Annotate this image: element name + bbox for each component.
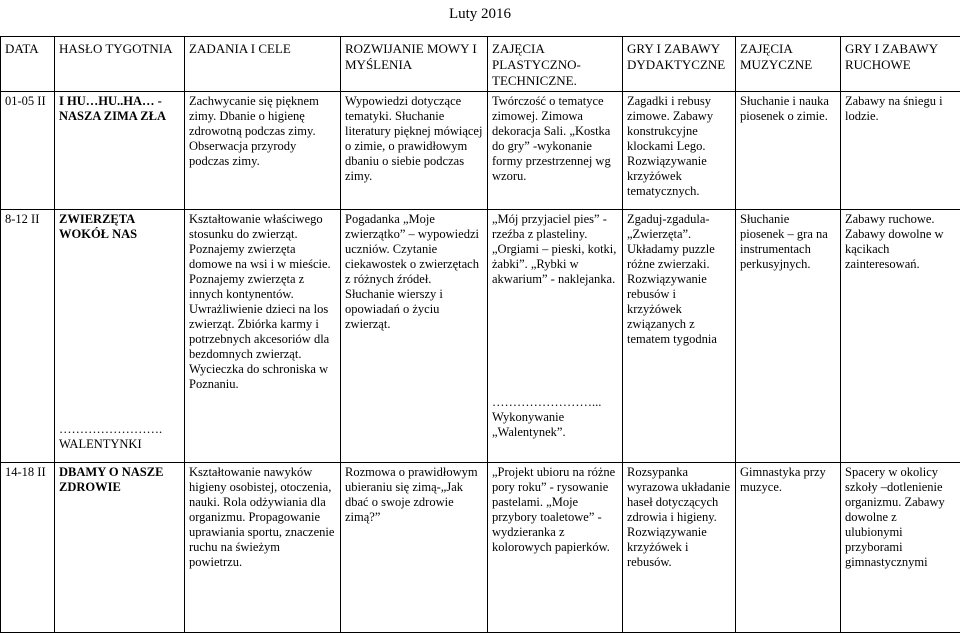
cell-music: Słuchanie i nauka piosenek o zimie.: [736, 92, 841, 210]
cell-didactic: Zgaduj-zgadula- „Zwierzęta”. Układamy puzzle różne zwierzaki. Rozwiązywanie rebusów i krzyżówek związanych z tematem tygodnia: [623, 210, 736, 463]
weekly-plan-table: [0, 36, 960, 633]
cell-goals: Kształtowanie nawyków higieny osobistej, otoczenia, nauki. Rola odżywiania dla organizmu. Propagowanie uprawiania sportu, znaczenie ruchu na świeżym powietrzu.: [185, 463, 341, 633]
cell-movement: Zabawy ruchowe. Zabawy dowolne w kącikach zainteresowań.: [841, 210, 960, 463]
cell-goals: Zachwycanie się pięknem zimy. Dbanie o higienę zdrowotną podczas zimy. Obserwacja przyrody podczas zimy.: [185, 92, 341, 210]
column-header-art: ZAJĘCIA PLASTYCZNO-TECHNICZNE.: [488, 37, 623, 92]
cell-didactic: Zagadki i rebusy zimowe. Zabawy konstrukcyjne klockami Lego. Rozwiązywanie krzyżówek tematycznych.: [623, 92, 736, 210]
cell-speech: Pogadanka „Moje zwierzątko” – wypowiedzi uczniów. Czytanie ciekawostek o zwierzętach z różnych źródeł. Słuchanie wierszy i opowiadań o życiu zwierząt.: [341, 210, 488, 463]
cell-date: 8-12 II: [1, 210, 55, 463]
art-extra-text: ……………………... Wykonywanie „Walentynek”.: [492, 395, 618, 440]
table-row: [1, 463, 960, 633]
header-row: [1, 37, 960, 92]
column-header-movement: GRY I ZABAWY RUCHOWE: [841, 37, 960, 92]
cell-music: Gimnastyka przy muzyce.: [736, 463, 841, 633]
theme-extra-label: ……………………. WALENTYNKI: [59, 422, 180, 452]
cell-music: Słuchanie piosenek – gra na instrumentach perkusyjnych.: [736, 210, 841, 463]
column-header-goals: ZADANIA I CELE: [185, 37, 341, 92]
cell-art: [488, 210, 623, 463]
cell-art: „Projekt ubioru na różne pory roku” - rysowanie pastelami. „Moje przybory toaletowe” - wydzieranka z kolorowych papierków.: [488, 463, 623, 633]
theme-label: I HU…HU..HA… - NASZA ZIMA ZŁA: [59, 94, 166, 123]
cell-goals: Kształtowanie właściwego stosunku do zwierząt. Poznajemy zwierzęta domowe na wsi i w mieście. Poznajemy zwierzęta z innych kontynentów. Uwrażliwienie dzieci na los zwierząt. Zbiórka karmy i potrzebnych akcesoriów dla bezdomnych zwierząt. Wycieczka do schroniska w Poznaniu.: [185, 210, 341, 463]
theme-label: DBAMY O NASZE ZDROWIE: [59, 465, 163, 494]
theme-label: ZWIERZĘTA WOKÓŁ NAS: [59, 212, 137, 241]
art-main-text: „Mój przyjaciel pies” - rzeźba z plasteliny. „Orgiami – pieski, kotki, żabki”. „Rybki w akwarium” - naklejanka.: [492, 212, 616, 286]
table-row: [1, 210, 960, 463]
column-header-didactic: GRY I ZABAWY DYDAKTYCZNE: [623, 37, 736, 92]
cell-movement: Spacery w okolicy szkoły –dotlenienie organizmu. Zabawy dowolne z ulubionymi przyborami gimnastycznymi: [841, 463, 960, 633]
table-row: [1, 92, 960, 210]
cell-date: 14-18 II: [1, 463, 55, 633]
column-header-speech: ROZWIJANIE MOWY I MYŚLENIA: [341, 37, 488, 92]
cell-date: 01-05 II: [1, 92, 55, 210]
cell-theme: [55, 210, 185, 463]
cell-movement: Zabawy na śniegu i lodzie.: [841, 92, 960, 210]
cell-theme: [55, 92, 185, 210]
cell-theme: [55, 463, 185, 633]
column-header-music: ZAJĘCIA MUZYCZNE: [736, 37, 841, 92]
column-header-date: DATA: [1, 37, 55, 92]
column-header-theme: HASŁO TYGOTNIA: [55, 37, 185, 92]
page-title: Luty 2016: [0, 6, 960, 23]
cell-art: Twórczość o tematyce zimowej. Zimowa dekoracja Sali. „Kostka do gry” -wykonanie formy przestrzennej wg wzoru.: [488, 92, 623, 210]
cell-speech: Wypowiedzi dotyczące tematyki. Słuchanie literatury pięknej mówiącej o zimie, o prawidłowym dbaniu o siebie podczas zimy.: [341, 92, 488, 210]
cell-didactic: Rozsypanka wyrazowa układanie haseł dotyczących zdrowia i higieny. Rozwiązywanie krzyżówek i rebusów.: [623, 463, 736, 633]
cell-speech: Rozmowa o prawidłowym ubieraniu się zimą-„Jak dbać o swoje zdrowie zimą?”: [341, 463, 488, 633]
